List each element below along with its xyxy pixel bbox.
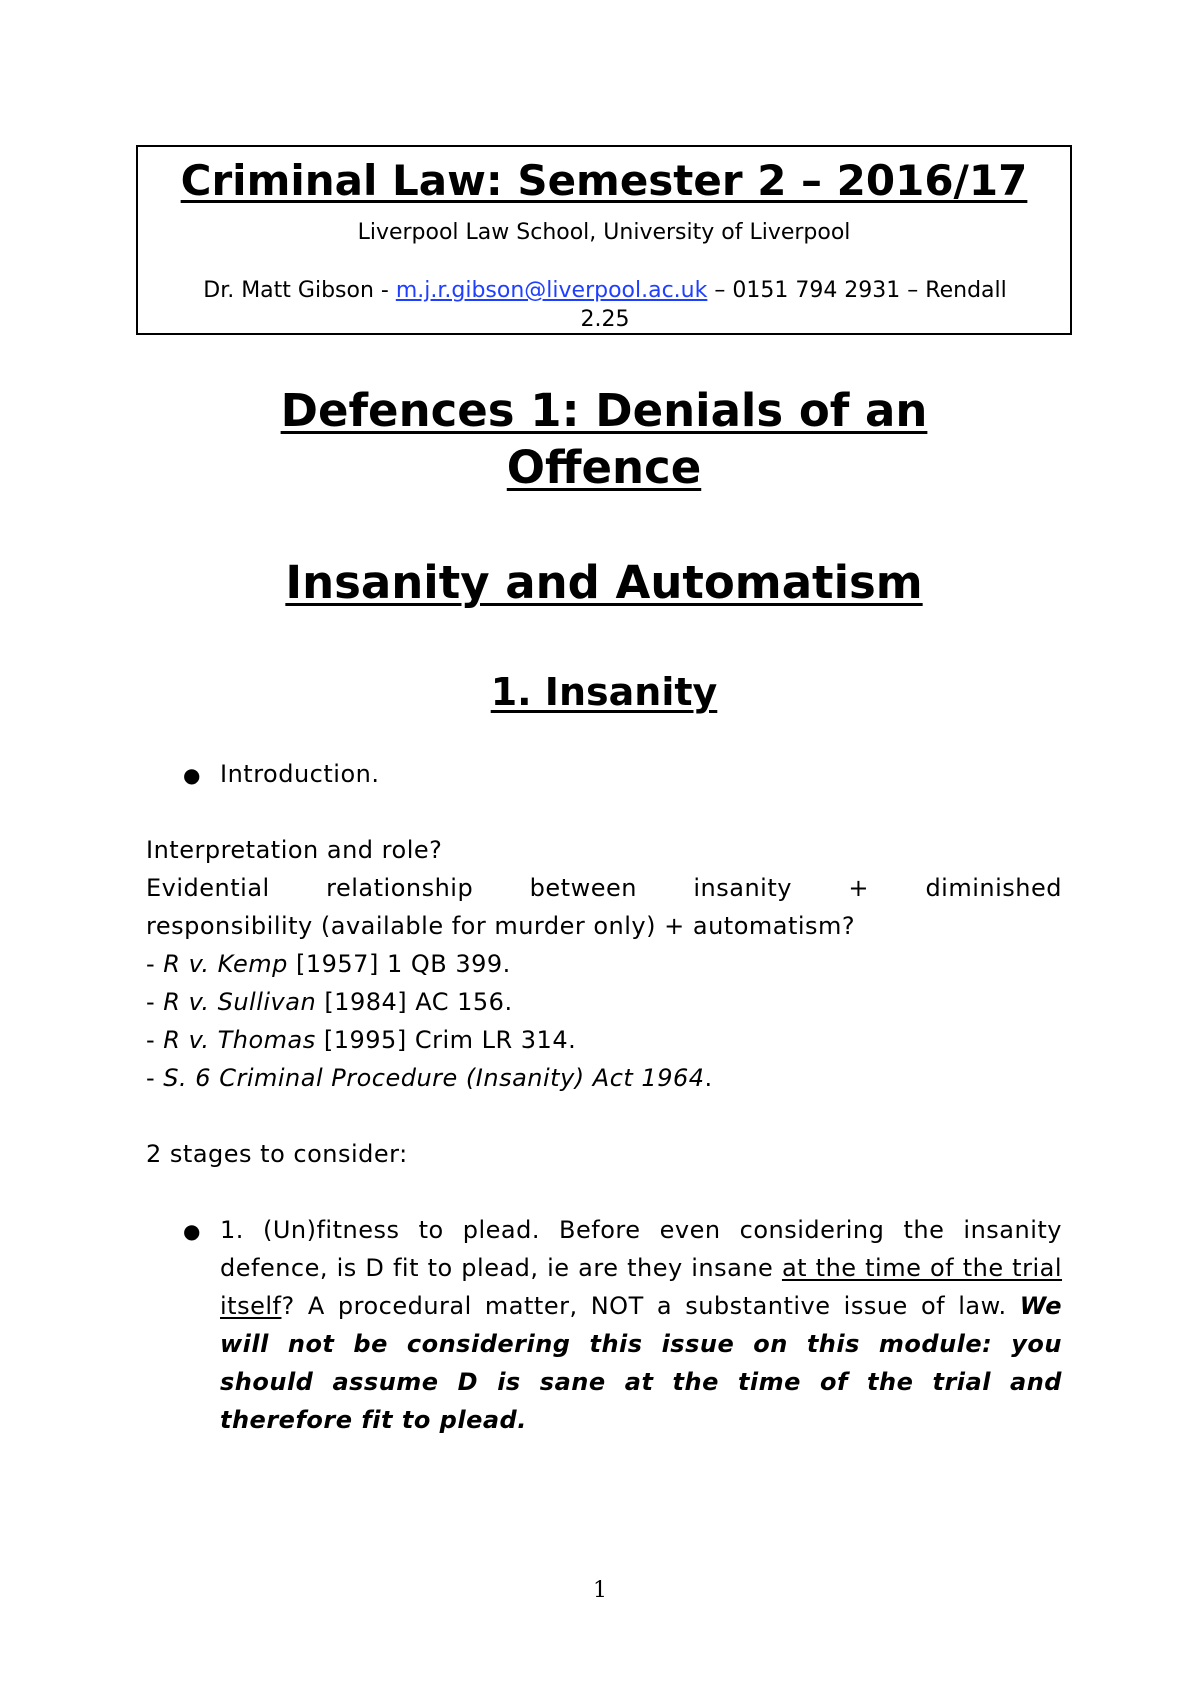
case-citation: [1984] AC 156. [316,988,513,1016]
course-title: Criminal Law: Semester 2 – 2016/17 [180,156,1028,205]
emphasis-note: We will not be considering this issue on this module: you should assume D is sane at the time of the trial and therefore fit to plead. [220,1292,1062,1434]
contact-info [158,276,1052,334]
page-number: 1 [593,1578,607,1603]
stages-intro: 2 stages to consider: [146,1140,408,1168]
school-name: Liverpool Law School, University of Liverpool [357,220,851,245]
case-name: R v. Kemp [163,950,288,978]
phone-and-office: – 0151 794 2931 – Rendall [707,278,1007,303]
header-box [136,145,1072,335]
case-name: R v. Sullivan [163,988,317,1016]
case-name: R v. Thomas [163,1026,316,1054]
case-item: - S. 6 Criminal Procedure (Insanity) Act 1964. [146,1064,713,1092]
case-item: - R v. Sullivan [1984] AC 156. [146,988,513,1016]
bullet-icon: ● [183,1219,201,1243]
section-heading: 1. Insanity [490,670,718,714]
document-subtitle: Insanity and Automatism [285,556,923,609]
case-citation: [1957] 1 QB 399. [287,950,511,978]
stage-1-text: 1. (Un)fitness to plead. Before even considering the insanity defence, is D fit to plead, ie are they insane at the time of the trial itself? A procedural matter, NOT a substantive issue of law. We will not be considering this issue on this module: you should assume D is sane at the time of the trial and therefore fit to plead. [220,1216,1063,1434]
case-item: - R v. Kemp [1957] 1 QB 399. [146,950,511,978]
document-title-line1: Defences 1: Denials of an [280,384,928,437]
intro-bullet-text: Introduction. [220,760,380,788]
evidential-line-2: responsibility (available for murder only) + automatism? [146,912,856,940]
office-room: 2.25 [580,307,630,332]
underlined-phrase: at the time of the trial itself [220,1254,1063,1320]
email-link[interactable]: m.j.r.gibson@liverpool.ac.uk [395,278,708,303]
case-citation: . [704,1064,713,1092]
bullet-icon: ● [183,763,201,787]
case-citation: [1995] Crim LR 314. [315,1026,577,1054]
evidential-line-1: Evidential relationship between insanity + diminished [146,874,1062,902]
interpretation-question: Interpretation and role? [146,836,443,864]
document-title-line2: Offence [506,441,702,494]
statute-name: S. 6 Criminal Procedure (Insanity) Act 1964 [163,1064,705,1092]
case-item: - R v. Thomas [1995] Crim LR 314. [146,1026,577,1054]
lecturer-name: Dr. Matt Gibson - [203,278,396,303]
